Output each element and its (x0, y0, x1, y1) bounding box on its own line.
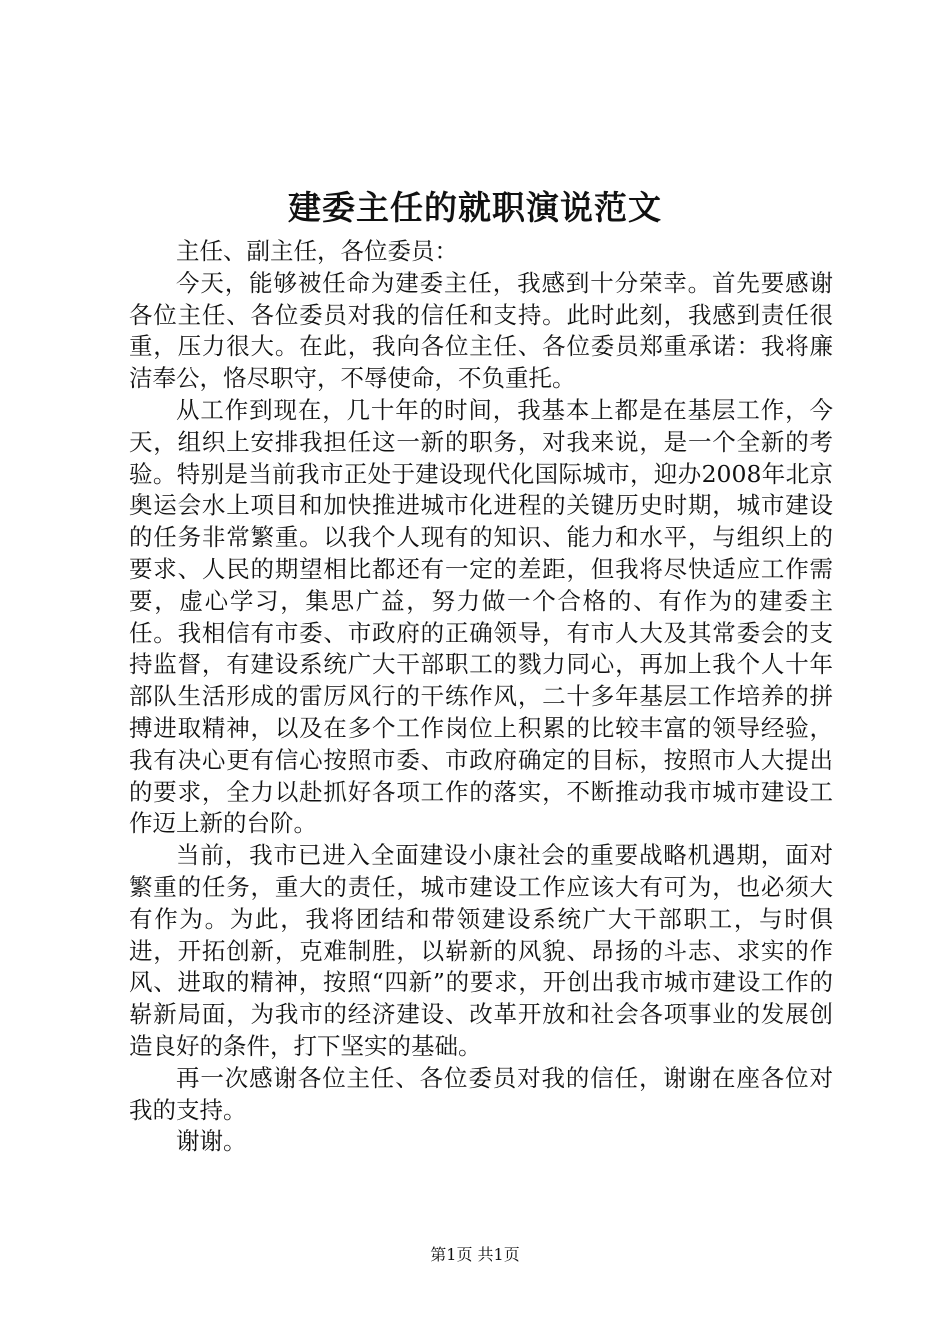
document-title: 建委主任的就职演说范文 (288, 188, 662, 227)
body-paragraph: 从工作到现在，几十年的时间，我基本上都是在基层工作，今天，组织上安排我担任这一新的职务，对我来说，是一个全新的考验。特别是当前我市正处于建设现代化国际城市，迎办2008年北京奥运会水上项目和加快推进城市化进程的关键历史时期，城市建设的任务非常繁重。以我个人现有的知识、能力和水平，与组织上的要求、人民的期望相比都还有一定的差距，但我将尽快适应工作需要，虚心学习，集思广益，努力做一个合格的、有作为的建委主任。我相信有市委、市政府的正确领导，有市人大及其常委会的支持监督，有建设系统广大干部职工的戮力同心，再加上我个人十年部队生活形成的雷厉风行的干练作风，二十多年基层工作培养的拼搏进取精神，以及在多个工作岗位上积累的比较丰富的领导经验，我有决心更有信心按照市委、市政府确定的目标，按照市人大提出的要求，全力以赴抓好各项工作的落实，不断推动我市城市建设工作迈上新的台阶。 (129, 395, 833, 838)
page-number-footer: 第1页 共1页 (430, 1245, 520, 1264)
body-paragraph: 当前，我市已进入全面建设小康社会的重要战略机遇期，面对繁重的任务，重大的责任，城市建设工作应该大有可为，也必须大有作为。为此，我将团结和带领建设系统广大干部职工，与时俱进，开拓创新，克难制胜，以崭新的风貌、昂扬的斗志、求实的作风、进取的精神，按照“四新”的要求，开创出我市城市建设工作的崭新局面，为我市的经济建设、改革开放和社会各项事业的发展创造良好的条件，打下坚实的基础。 (129, 841, 833, 1060)
body-paragraph: 今天，能够被任命为建委主任，我感到十分荣幸。首先要感谢各位主任、各位委员对我的信任和支持。此时此刻，我感到责任很重，压力很大。在此，我向各位主任、各位委员郑重承诺：我将廉洁奉公，恪尽职守，不辱使命，不负重托。 (129, 268, 833, 393)
closing-paragraph: 谢谢。 (176, 1127, 247, 1156)
body-paragraph: 再一次感谢各位主任、各位委员对我的信任，谢谢在座各位对我的支持。 (129, 1063, 833, 1124)
document-body (129, 236, 833, 1158)
salutation-paragraph: 主任、副主任，各位委员： (176, 237, 458, 265)
